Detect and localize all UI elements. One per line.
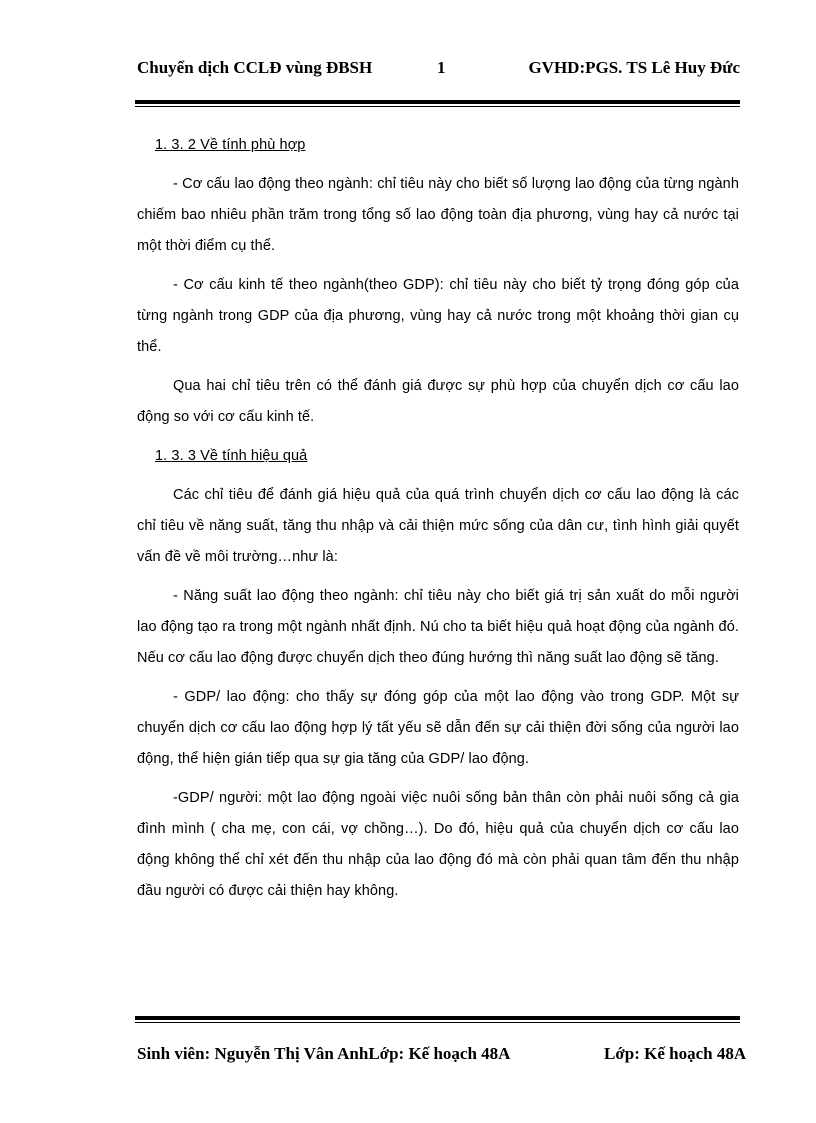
paragraph: - Năng suất lao động theo ngành: chỉ tiêu này cho biết giá trị sản xuất do mỗi người lao động tạo ra trong một ngành nhất định. Nú cho ta biết hiệu quả hoạt động của ngành đó. Nếu cơ cấu lao động được chuyển dịch theo đúng hướng thì năng suất lao động sẽ tăng. [137, 588, 739, 666]
paragraph: - Cơ cấu lao động theo ngành: chỉ tiêu này cho biết số lượng lao động của từng ngành chiếm bao nhiêu phần trăm trong tổng số lao động toàn địa phương, vùng hay cả nước tại một thời điểm cụ thể. [137, 176, 739, 254]
header-divider [135, 100, 740, 107]
page-number: 1 [437, 58, 446, 77]
footer-divider [135, 1016, 740, 1023]
header-supervisor: GVHD:PGS. TS Lê Huy Đức [528, 58, 740, 77]
page-footer [137, 1044, 757, 1068]
footer-student: Sinh viên: Nguyễn Thị Vân AnhLớp: Kế hoạch 48A [137, 1044, 511, 1063]
paragraph: - GDP/ lao động: cho thấy sự đóng góp của một lao động vào trong GDP. Một sự chuyển dịch cơ cấu lao động hợp lý tất yếu sẽ dẫn đến sự cải thiện đời sống của người lao động, thể hiện gián tiếp qua sự gia tăng của GDP/ lao động. [137, 689, 739, 767]
section-heading-1-3-2: 1. 3. 2 Về tính phù hợp [155, 137, 306, 153]
footer-class: Lớp: Kế hoạch 48A [604, 1044, 747, 1063]
header-title: Chuyển dịch CCLĐ vùng ĐBSH [137, 58, 373, 77]
document-body [137, 130, 739, 915]
paragraph: Qua hai chỉ tiêu trên có thể đánh giá được sự phù hợp của chuyển dịch cơ cấu lao động so với cơ cấu kinh tế. [137, 378, 739, 425]
paragraph: Các chỉ tiêu để đánh giá hiệu quả của quá trình chuyển dịch cơ cấu lao động là các chỉ tiêu về năng suất, tăng thu nhập và cải thiện mức sống của dân cư, tình hình giải quyết vấn đề về môi trường…như là: [137, 487, 739, 565]
paragraph: - Cơ cấu kinh tế theo ngành(theo GDP): chỉ tiêu này cho biết tỷ trọng đóng góp của từng ngành trong GDP của địa phương, vùng hay cả nước trong một khoảng thời gian cụ thể. [137, 277, 739, 355]
paragraph: -GDP/ người: một lao động ngoài việc nuôi sống bản thân còn phải nuôi sống cả gia đình mình ( cha mẹ, con cái, vợ chồng…). Do đó, hiệu quả của chuyển dịch cơ cấu lao động không thể chỉ xét đến thu nhập của lao động đó mà còn phải quan tâm đến thu nhập đầu người có được cải thiện hay không. [137, 790, 739, 899]
section-heading-1-3-3: 1. 3. 3 Về tính hiệu quả [155, 448, 308, 464]
page-header [137, 58, 740, 82]
